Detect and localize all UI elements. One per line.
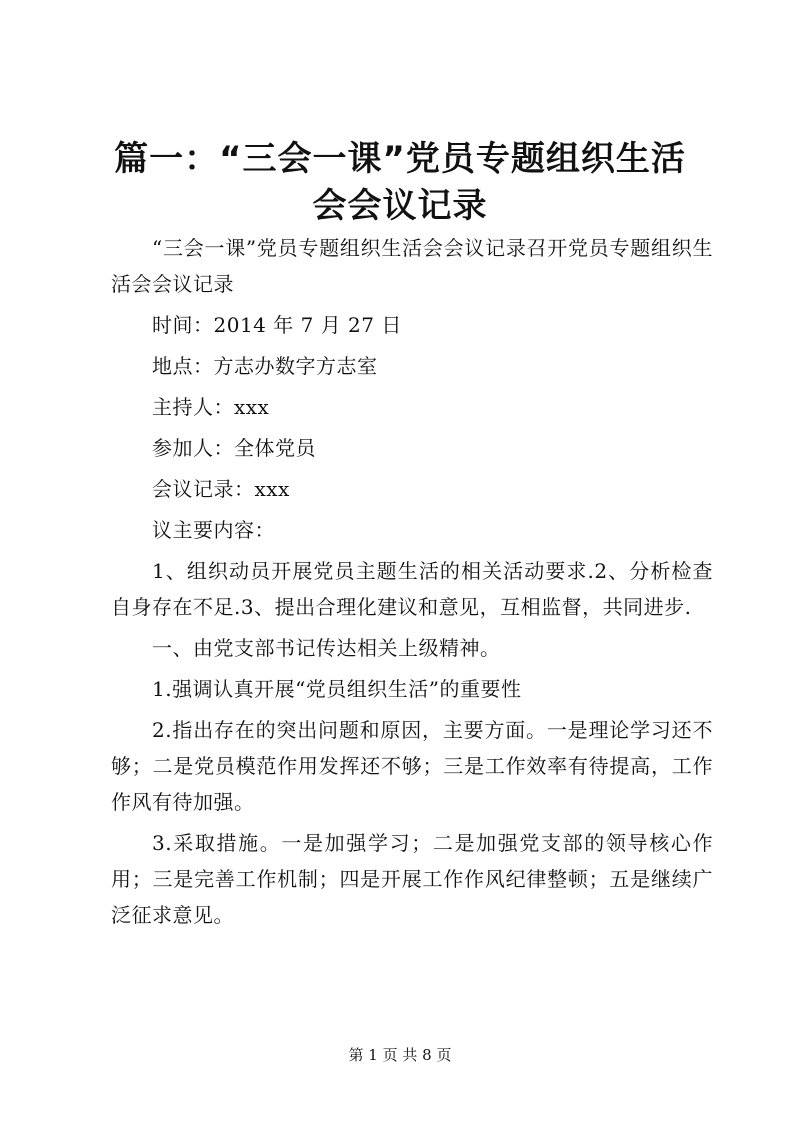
meeting-location: 地点：方志办数字方志室 [152, 354, 378, 378]
meeting-time: 时间：2014 年 7 月 27 日 [152, 313, 402, 337]
point-one: 1.强调认真开展“党员组织生活”的重要性 [152, 677, 522, 701]
document-body [111, 230, 713, 938]
main-content-heading: 议主要内容： [152, 518, 275, 542]
meeting-host: 主持人：xxx [152, 395, 270, 419]
document-title: 篇一：“三会一课”党员专题组织生活会会议记录 [114, 139, 686, 226]
meeting-participants: 参加人：全体党员 [152, 436, 316, 460]
point-three: 3.采取措施。一是加强学习；二是加强党支部的领导核心作用；三是完善工作机制；四是开展工作作风纪律整顿；五是继续广泛征求意见。 [111, 831, 713, 927]
meeting-recorder: 会议记录：xxx [152, 477, 290, 501]
point-two: 2.指出存在的突出问题和原因，主要方面。一是理论学习还不够；二是党员模范作用发挥还不够；三是工作效率有待提高，工作作风有待加强。 [111, 718, 713, 814]
intro-paragraph: “三会一课”党员专题组织生活会会议记录召开党员专题组织生活会会议记录 [111, 236, 713, 296]
agenda-paragraph: 1、组织动员开展党员主题生活的相关活动要求.2、分析检查自身存在不足.3、提出合理化建议和意见，互相监督，共同进步. [111, 559, 713, 619]
page-footer: 第 1 页 共 8 页 [348, 1046, 452, 1064]
section-heading: 一、由党支部书记传达相关上级精神。 [152, 636, 501, 660]
